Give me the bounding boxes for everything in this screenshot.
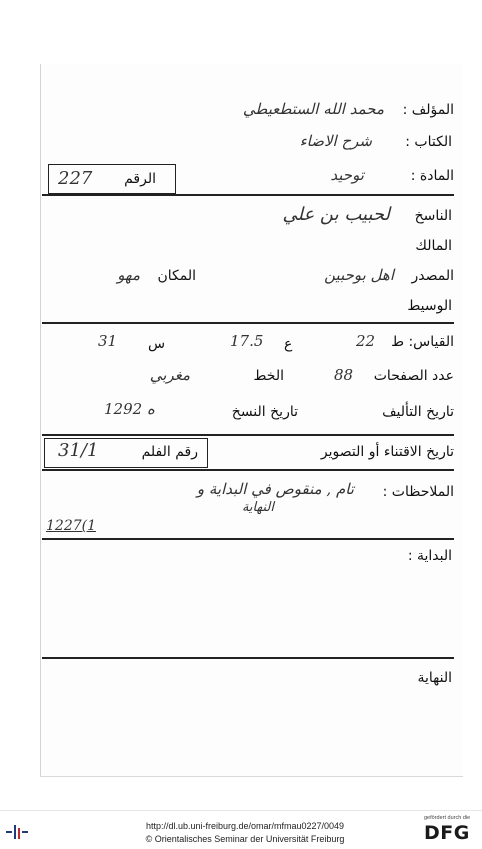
number-value: 227: [58, 168, 93, 189]
notes-label: الملاحظات :: [382, 484, 454, 500]
composition-label: تاريخ التأليف: [382, 404, 454, 420]
book-label: الكتاب :: [405, 134, 452, 150]
copy-date-label: تاريخ النسخ: [231, 404, 298, 420]
ub-freiburg-logo-icon: [6, 822, 30, 842]
notes-value-line1: تام , منقوص في البداية و: [196, 480, 354, 498]
side-number: 1227(1: [46, 518, 96, 534]
measure-s-label: س: [148, 336, 166, 352]
place-value: مهو: [117, 266, 140, 284]
author-value: محمد الله الستطعيطي: [242, 100, 384, 118]
subject-value: توحيد: [330, 166, 364, 184]
funded-by-text: gefördert durch die: [424, 815, 471, 821]
divider: [42, 322, 454, 324]
footer-credit: © Orientalisches Seminar der Universität Freiburg: [145, 834, 345, 844]
divider: [42, 538, 454, 540]
footer-url[interactable]: http://dl.ub.uni-freiburg.de/omar/mfmau0227/0049: [145, 821, 345, 831]
pages-label: عدد الصفحات: [373, 368, 454, 384]
notes-value-line2: النهاية: [241, 500, 274, 515]
measure-a-value: 17.5: [230, 332, 264, 350]
book-value: شرح الاضاء: [299, 132, 372, 150]
subject-label: المادة :: [410, 168, 454, 184]
pages-value: 88: [334, 366, 354, 384]
measure-a-label: ع: [284, 336, 293, 352]
copyist-value: لحبيب بن علي: [282, 204, 390, 225]
script-label: الخط: [253, 368, 284, 384]
measure-label: القياس: ط: [391, 334, 454, 350]
source-label: المصدر: [411, 268, 454, 284]
source-value: اهل بوحبين: [324, 266, 394, 284]
measure-t-value: 22: [356, 332, 376, 350]
divider: [42, 657, 454, 659]
intermediary-label: الوسيط: [407, 298, 452, 314]
copyist-label: الناسخ: [414, 208, 452, 224]
film-value: 31/1: [58, 440, 99, 461]
ending-label: النهاية: [417, 670, 452, 686]
film-label: رقم الفلم: [141, 444, 198, 460]
place-label: المكان: [157, 268, 196, 284]
measure-s-value: 31: [98, 332, 118, 350]
acquisition-label: تاريخ الاقتناء أو التصوير: [320, 444, 454, 460]
copy-date-value: 1292 ه: [104, 400, 155, 418]
beginning-label: البداية :: [407, 548, 452, 564]
number-label: الرقم: [124, 171, 156, 187]
dfg-logo: DFG: [424, 822, 470, 844]
divider: [42, 434, 454, 436]
owner-label: المالك: [415, 238, 452, 254]
divider: [42, 194, 454, 196]
author-label: المؤلف :: [402, 102, 454, 118]
script-value: مغربي: [149, 366, 190, 384]
divider: [42, 469, 454, 471]
